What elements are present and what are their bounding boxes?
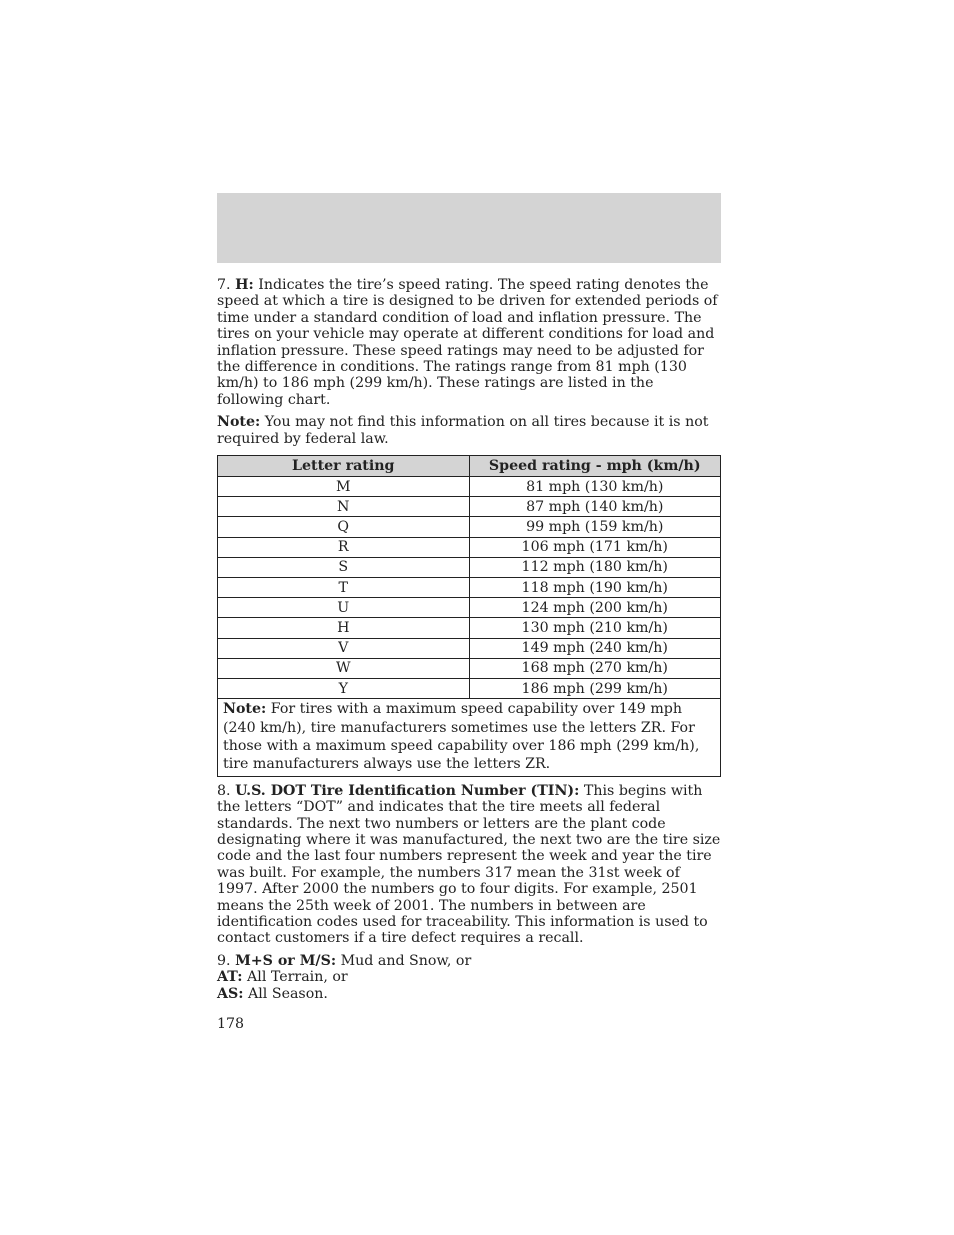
letter-cell: U (218, 598, 470, 618)
page-content (217, 277, 721, 1032)
letter-cell: N (218, 497, 470, 517)
table-row (218, 598, 721, 618)
letter-cell: V (218, 638, 470, 658)
header-band (217, 193, 721, 263)
table-row (218, 658, 721, 678)
table-header-row (218, 456, 721, 477)
table-row (218, 557, 721, 577)
item-9-label-as: AS: (217, 985, 244, 1002)
item-8 (217, 783, 721, 947)
column-header-speed: Speed rating - mph (km/h) (469, 456, 721, 477)
speed-rating-table (217, 455, 721, 777)
speed-cell: 124 mph (200 km/h) (469, 598, 721, 618)
note-paragraph (217, 414, 721, 447)
table-row (218, 638, 721, 658)
item-7-label: H: (235, 277, 254, 293)
speed-cell: 106 mph (171 km/h) (469, 537, 721, 557)
table-note (218, 699, 721, 777)
letter-cell: R (218, 537, 470, 557)
page-number: 178 (217, 1016, 245, 1033)
item-7 (217, 277, 721, 408)
speed-cell: 186 mph (299 km/h) (469, 678, 721, 698)
note-text: You may not find this information on all tires because it is not required by federal law. (217, 414, 709, 447)
item-9-number: 9. (217, 952, 231, 969)
speed-cell: 112 mph (180 km/h) (469, 557, 721, 577)
item-9-line-3 (217, 986, 721, 1002)
item-9 (217, 953, 721, 1002)
letter-cell: W (218, 658, 470, 678)
letter-cell: S (218, 557, 470, 577)
item-8-number: 8. (217, 782, 231, 799)
item-9-text-ms: Mud and Snow, or (340, 952, 472, 969)
table-row (218, 678, 721, 698)
item-7-number: 7. (217, 277, 231, 293)
column-header-letter: Letter rating (218, 456, 470, 477)
speed-cell: 87 mph (140 km/h) (469, 497, 721, 517)
speed-cell: 168 mph (270 km/h) (469, 658, 721, 678)
table-note-text: For tires with a maximum speed capability over 149 mph (240 km/h), tire manufacturers sometimes use the letters ZR. For those with a maximum speed capability over 186 mph (299 km/h), tire manufacturers always use the letters ZR. (223, 701, 700, 773)
table-row (218, 578, 721, 598)
letter-cell: Y (218, 678, 470, 698)
item-8-text: This begins with the letters “DOT” and indicates that the tire meets all federal standards. The next two numbers or letters are the plant code designating where it was manufactured, the next two are the tire size code and the last four numbers represent the week and year the tire was built. For example, the numbers 317 mean the 31st week of 1997. After 2000 the numbers go to four digits. For example, 2501 means the 25th week of 2001. The numbers in between are identification codes used for traceability. This information is used to contact customers if a tire defect requires a recall. (217, 782, 721, 947)
speed-cell: 130 mph (210 km/h) (469, 618, 721, 638)
letter-cell: M (218, 477, 470, 497)
letter-cell: H (218, 618, 470, 638)
table-row (218, 618, 721, 638)
speed-cell: 81 mph (130 km/h) (469, 477, 721, 497)
speed-cell: 149 mph (240 km/h) (469, 638, 721, 658)
item-7-text: Indicates the tire’s speed rating. The speed rating denotes the speed at which a tire is designed to be driven for extended periods of time under a standard condition of load and inflation pressure. The tires on your vehicle may operate at different conditions for load and inflation pressure. These speed ratings may need to be adjusted for the difference in conditions. The ratings range from 81 mph (130 km/h) to 186 mph (299 km/h). These ratings are listed in the following chart. (217, 277, 718, 408)
table-note-row (218, 699, 721, 777)
table-row (218, 537, 721, 557)
table-note-label: Note: (223, 701, 267, 718)
item-9-line-2 (217, 969, 721, 985)
item-9-label-at: AT: (217, 969, 243, 986)
table-row (218, 497, 721, 517)
item-9-text-as: All Season. (248, 985, 328, 1002)
table-row (218, 477, 721, 497)
letter-cell: Q (218, 517, 470, 537)
speed-cell: 118 mph (190 km/h) (469, 578, 721, 598)
item-9-label-ms: M+S or M/S: (235, 952, 337, 969)
letter-cell: T (218, 578, 470, 598)
speed-cell: 99 mph (159 km/h) (469, 517, 721, 537)
note-label: Note: (217, 414, 261, 431)
item-9-text-at: All Terrain, or (247, 969, 348, 986)
item-8-label: U.S. DOT Tire Identification Number (TIN): (235, 782, 580, 799)
table-row (218, 517, 721, 537)
item-9-line-1 (217, 953, 721, 969)
